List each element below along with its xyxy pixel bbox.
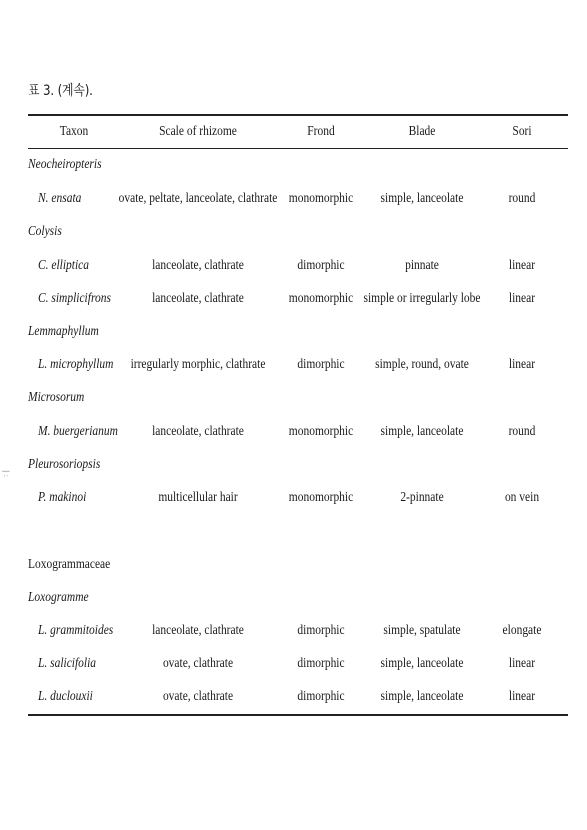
header-sori: Sori — [512, 124, 532, 139]
table-row — [28, 490, 568, 510]
sori-value: round — [508, 191, 536, 206]
scale-value: lanceolate, clathrate — [152, 291, 244, 306]
species-name: M. buergerianum — [38, 424, 118, 439]
sori-value: linear — [508, 689, 536, 704]
table-row — [28, 191, 568, 211]
scale-value: ovate, peltate, lanceolate, clathrate — [118, 191, 278, 206]
species-name: C. elliptica — [38, 258, 90, 273]
frond-value: monomorphic — [288, 424, 354, 439]
sori-value: linear — [508, 291, 536, 306]
margin-mark: | : — [2, 470, 10, 477]
frond-value: dimorphic — [297, 689, 345, 704]
family-label: Loxogrammaceae — [28, 557, 111, 572]
table-row — [28, 324, 568, 344]
species-name: N. ensata — [38, 191, 82, 206]
table-row — [28, 656, 568, 676]
header-frond: Frond — [307, 124, 335, 139]
blade-value: simple or irregularly lobe — [363, 291, 481, 306]
blade-value: simple, lanceolate — [380, 689, 464, 704]
scale-value: ovate, clathrate — [162, 656, 234, 671]
header-taxon: Taxon — [59, 124, 89, 139]
table-row — [28, 590, 568, 610]
scale-value: lanceolate, clathrate — [152, 258, 244, 273]
table-header-row — [28, 124, 568, 144]
frond-value: monomorphic — [288, 291, 354, 306]
blade-value: simple, lanceolate — [380, 191, 464, 206]
genus-label: Pleurosoriopsis — [28, 457, 101, 472]
frond-value: dimorphic — [297, 258, 345, 273]
species-name: L. microphyllum — [38, 357, 114, 372]
blade-value: simple, lanceolate — [380, 656, 464, 671]
genus-label: Colysis — [28, 224, 62, 239]
table-row — [28, 157, 568, 177]
sori-value: linear — [508, 357, 536, 372]
species-name: L. grammitoides — [38, 623, 114, 638]
genus-label: Neocheiropteris — [28, 157, 102, 172]
sori-value: on vein — [504, 490, 540, 505]
header-blade: Blade — [408, 124, 436, 139]
species-name: L. salicifolia — [38, 656, 97, 671]
sori-value: round — [508, 424, 536, 439]
scale-value: multicellular hair — [158, 490, 238, 505]
sori-value: linear — [508, 656, 536, 671]
blade-value: simple, spatulate — [383, 623, 461, 638]
scale-value: lanceolate, clathrate — [152, 623, 244, 638]
table-row — [28, 457, 568, 477]
scale-value: irregularly morphic, clathrate — [130, 357, 266, 372]
species-name: L. duclouxii — [38, 689, 93, 704]
table-header-rule — [28, 148, 568, 149]
table-row — [28, 258, 568, 278]
table-row — [28, 291, 568, 311]
scale-value: ovate, clathrate — [162, 689, 234, 704]
sori-value: elongate — [502, 623, 542, 638]
header-scale-of-rhizome: Scale of rhizome — [159, 124, 237, 139]
sori-value: linear — [508, 258, 536, 273]
table-row — [28, 390, 568, 410]
table-row — [28, 689, 568, 709]
genus-label: Loxogramme — [28, 590, 89, 605]
genus-label: Lemmaphyllum — [28, 324, 99, 339]
table-top-rule — [28, 114, 568, 116]
blade-value: simple, lanceolate — [380, 424, 464, 439]
frond-value: dimorphic — [297, 656, 345, 671]
table-row — [28, 557, 568, 577]
frond-value: monomorphic — [288, 191, 354, 206]
species-name: P. makinoi — [38, 490, 87, 505]
table-row — [28, 623, 568, 643]
table-row — [28, 424, 568, 444]
blade-value: 2-pinnate — [400, 490, 444, 505]
frond-value: dimorphic — [297, 623, 345, 638]
scale-value: lanceolate, clathrate — [152, 424, 244, 439]
genus-label: Microsorum — [28, 390, 85, 405]
blade-value: simple, round, ovate — [375, 357, 469, 372]
species-name: C. simplicifrons — [38, 291, 111, 306]
blade-value: pinnate — [405, 258, 439, 273]
table-row — [28, 357, 568, 377]
table-caption: 표 3. (계속). — [28, 83, 93, 99]
table-bottom-rule — [28, 714, 568, 716]
frond-value: dimorphic — [297, 357, 345, 372]
frond-value: monomorphic — [288, 490, 354, 505]
table-row — [28, 224, 568, 244]
